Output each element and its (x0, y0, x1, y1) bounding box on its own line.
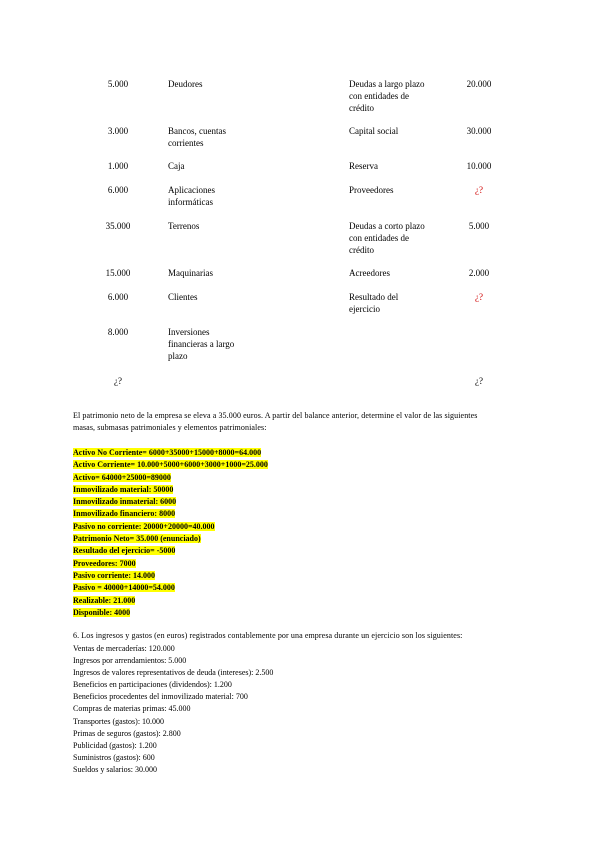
right-concept-line: crédito (349, 103, 374, 113)
paragraph-line-2: masas, submasas patrimoniales y elementos patrimoniales: (73, 423, 267, 432)
answer-text: Pasivo corriente: 14.000 (73, 570, 155, 580)
income-expense-item: Ingresos por arrendamientos: 5.000 (73, 656, 187, 666)
answer-line (73, 595, 268, 607)
answer-line (73, 484, 268, 496)
section-6-intro: 6. Los ingresos y gastos (en euros) registrados contablemente por una empresa durante un ejercicio son los siguientes: (73, 631, 463, 640)
right-concept-line: con entidades de (349, 233, 409, 243)
income-expense-item: Ventas de mercaderías: 120.000 (73, 644, 175, 653)
income-expense-item: Beneficios en participaciones (dividendos): 1.200 (73, 680, 232, 690)
left-total: ¿? (114, 376, 122, 386)
income-expense-item: Compras de materias primas: 45.000 (73, 704, 191, 714)
right-total: ¿? (475, 376, 483, 386)
income-expense-item: Suministros (gastos): 600 (73, 752, 155, 762)
answer-text: Activo No Corriente= 6000+35000+15000+8000=64.000 (73, 448, 262, 457)
left-concept (168, 267, 258, 279)
answer-line (73, 521, 268, 533)
right-amount: 5.000 (468, 221, 490, 231)
left-concept (168, 160, 258, 172)
right-concept (349, 184, 449, 196)
answer-line (73, 533, 268, 545)
right-amount: 20.000 (466, 79, 492, 89)
answer-text: Realizable: 21.000 (73, 595, 136, 605)
left-amount: 1.000 (107, 161, 129, 171)
answer-text: Inmovilizado inmaterial: 6000 (73, 497, 177, 507)
right-concept (349, 125, 449, 137)
left-concept (168, 291, 258, 303)
left-concept-line: Terrenos (168, 221, 200, 231)
answer-line (73, 447, 268, 459)
answer-line (73, 607, 268, 619)
left-concept-line: financieras a largo (168, 339, 235, 349)
right-concept-line: Reserva (349, 161, 378, 171)
answer-line (73, 545, 268, 557)
left-concept-line: corrientes (168, 138, 204, 148)
right-concept (349, 220, 449, 256)
income-expense-item: Primas de seguros (gastos): 2.800 (73, 728, 181, 738)
income-expense-item: Publicidad (gastos): 1.200 (73, 740, 157, 750)
left-concept-line: Deudores (168, 79, 203, 89)
answer-line (73, 459, 268, 471)
left-amount: 3.000 (107, 126, 129, 136)
left-concept (168, 184, 258, 208)
right-concept-line: Deudas a corto plazo (349, 221, 425, 231)
answer-text: Inmovilizado financiero: 8000 (73, 509, 176, 519)
answer-line (73, 472, 268, 484)
answer-line (73, 508, 268, 520)
left-amount: 6.000 (107, 185, 129, 195)
paragraph-patrimonio (73, 410, 533, 434)
right-concept-line: con entidades de (349, 91, 409, 101)
left-concept-line: Caja (168, 161, 185, 171)
right-concept-line: Acreedores (349, 268, 390, 278)
right-amount: ¿? (475, 292, 483, 302)
right-concept (349, 267, 449, 279)
left-amount: 6.000 (107, 292, 129, 302)
income-expense-item: Sueldos y salarios: 30.000 (73, 764, 157, 774)
left-concept-line: Inversiones (168, 327, 210, 337)
left-concept (168, 78, 258, 90)
answer-text: Activo= 64000+25000=89000 (73, 472, 171, 482)
answer-line (73, 582, 268, 594)
answer-line (73, 496, 268, 508)
right-concept-line: Resultado del (349, 292, 399, 302)
answer-text: Patrimonio Neto= 35.000 (enunciado) (73, 534, 201, 544)
right-amount: ¿? (475, 185, 483, 195)
answer-text: Pasivo = 40000+14000=54.000 (73, 583, 175, 593)
left-amount: 8.000 (107, 327, 129, 337)
answer-text: Inmovilizado material: 50000 (73, 484, 174, 494)
section-6-list (73, 643, 273, 776)
left-concept-line: Aplicaciones (168, 185, 215, 195)
left-concept-line: Clientes (168, 292, 198, 302)
left-concept (168, 326, 258, 362)
highlighted-answers (73, 447, 268, 619)
right-concept-line: Deudas a largo plazo (349, 79, 425, 89)
right-concept-line: Capital social (349, 126, 399, 136)
income-expense-item: Beneficios procedentes del inmovilizado material: 700 (73, 692, 248, 702)
left-amount: 15.000 (105, 268, 131, 278)
answer-text: Resultado del ejercicio= -5000 (73, 546, 176, 556)
left-concept-line: Bancos, cuentas (168, 126, 226, 136)
left-amount: 5.000 (107, 79, 129, 89)
right-amount: 30.000 (466, 126, 492, 136)
right-concept (349, 78, 449, 114)
answer-line (73, 570, 268, 582)
right-concept (349, 291, 449, 315)
left-concept (168, 125, 258, 149)
left-concept-line: plazo (168, 351, 188, 361)
answer-line (73, 558, 268, 570)
answer-text: Pasivo no corriente: 20000+20000=40.000 (73, 521, 215, 531)
right-concept-line: ejercicio (349, 304, 380, 314)
right-concept-line: crédito (349, 245, 374, 255)
left-concept-line: informáticas (168, 197, 213, 207)
left-concept-line: Maquinarias (168, 268, 213, 278)
right-concept-line: Proveedores (349, 185, 394, 195)
left-amount: 35.000 (105, 221, 131, 231)
left-concept (168, 220, 258, 232)
right-amount: 2.000 (468, 268, 490, 278)
paragraph-line-1: El patrimonio neto de la empresa se eleva a 35.000 euros. A partir del balance anterior, determine el valor de las siguientes (73, 411, 478, 420)
answer-text: Proveedores: 7000 (73, 558, 136, 568)
right-concept (349, 160, 449, 172)
income-expense-item: Transportes (gastos): 10.000 (73, 716, 165, 726)
answer-text: Disponible: 4000 (73, 607, 131, 617)
answer-text: Activo Corriente= 10.000+5000+6000+3000+1000=25.000 (73, 460, 268, 470)
right-amount: 10.000 (466, 161, 492, 171)
income-expense-item: Ingresos de valores representativos de deuda (intereses): 2.500 (73, 668, 274, 678)
